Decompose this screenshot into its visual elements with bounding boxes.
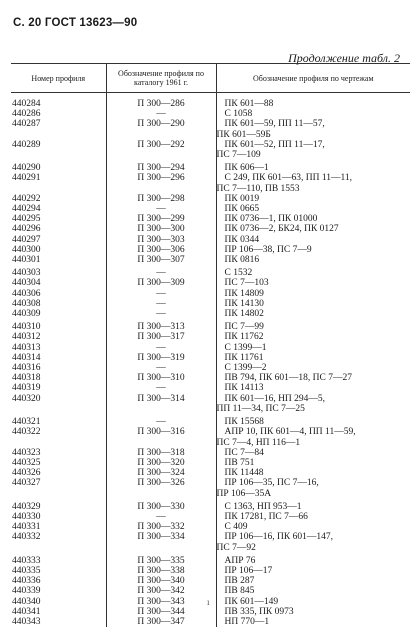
profile-number-cell: 440301: [11, 255, 106, 265]
drawing-designation-text: ПВ 794, ПК 601—18, ПС 7—27: [225, 373, 352, 383]
drawing-designation-continuation: ПС 7—92: [217, 543, 411, 553]
catalog-designation-cell: П 300—334: [106, 532, 216, 552]
drawing-designation-cell: [216, 214, 410, 224]
column-header-catalog-designation: Обозначение профиля по каталогу 1961 г.: [106, 64, 216, 93]
drawing-designation-text: ПК 11448: [225, 468, 264, 478]
drawing-designation-text: ПС 7—103: [225, 278, 269, 288]
table-row: [11, 194, 410, 204]
table-row: [11, 512, 410, 522]
table-row: [11, 204, 410, 214]
catalog-designation-cell: —: [106, 265, 216, 278]
table-row: [11, 255, 410, 265]
drawing-designation-text: ПК 14113: [225, 383, 264, 393]
drawing-designation-cell: [216, 553, 410, 566]
table-row: [11, 224, 410, 234]
profile-number-cell: 440343: [11, 617, 106, 627]
table-row: [11, 343, 410, 353]
profile-number-cell: 440327: [11, 478, 106, 498]
profile-number-cell: 440335: [11, 566, 106, 576]
profile-number-cell: 440306: [11, 289, 106, 299]
catalog-designation-cell: П 300—292: [106, 140, 216, 160]
drawing-designation-cell: [216, 299, 410, 309]
page-header: С. 20 ГОСТ 13623—90: [13, 17, 137, 29]
drawing-designation-text: С 1532: [225, 268, 253, 278]
table-row: [11, 478, 410, 498]
profile-number-cell: 440292: [11, 194, 106, 204]
table-row: [11, 427, 410, 447]
drawing-designation-text: ПК 17281, ПС 7—66: [225, 512, 308, 522]
catalog-designation-cell: П 300—296: [106, 173, 216, 193]
table-row: [11, 597, 410, 607]
drawing-designation-text: ПС 7—99: [225, 322, 264, 332]
table-row: [11, 140, 410, 160]
profile-number-cell: 440329: [11, 499, 106, 512]
profile-number-cell: 440284: [11, 99, 106, 109]
drawing-designation-cell: [216, 332, 410, 342]
drawing-designation-cell: [216, 363, 410, 373]
catalog-designation-cell: —: [106, 204, 216, 214]
catalog-designation-cell: П 300—320: [106, 458, 216, 468]
drawing-designation-cell: [216, 597, 410, 607]
catalog-designation-cell: П 300—300: [106, 224, 216, 234]
drawing-designation-text: АПР 10, ПК 601—4, ПП 11—59,: [225, 427, 356, 437]
profile-number-cell: 440331: [11, 522, 106, 532]
drawing-designation-text: ПК 601—16, НП 294—5,: [225, 394, 326, 404]
profile-number-cell: 440294: [11, 204, 106, 214]
drawing-designation-text: ПК 601—149: [225, 597, 279, 607]
drawing-designation-cell: [216, 140, 410, 160]
drawing-designation-continuation: ПС 7—109: [217, 150, 411, 160]
catalog-designation-cell: —: [106, 309, 216, 319]
profile-number-cell: 440340: [11, 597, 106, 607]
profile-number-cell: 440314: [11, 353, 106, 363]
drawing-designation-cell: [216, 99, 410, 109]
table-row: [11, 235, 410, 245]
table-row: [11, 586, 410, 596]
catalog-designation-cell: П 300—342: [106, 586, 216, 596]
drawing-designation-cell: [216, 617, 410, 627]
drawing-designation-text: С 1058: [225, 109, 253, 119]
drawing-designation-cell: [216, 160, 410, 173]
drawing-designation-text: ПР 106—16, ПК 601—147,: [225, 532, 333, 542]
drawing-designation-cell: [216, 427, 410, 447]
table-row: [11, 289, 410, 299]
drawing-designation-cell: [216, 586, 410, 596]
table-row: [11, 99, 410, 109]
profile-number-cell: 440291: [11, 173, 106, 193]
drawing-designation-text: ПК 14809: [225, 289, 264, 299]
catalog-designation-cell: —: [106, 414, 216, 427]
drawing-designation-text: ПР 106—38, ПС 7—9: [225, 245, 312, 255]
drawing-designation-text: ПК 11761: [225, 353, 264, 363]
table-row: [11, 617, 410, 627]
drawing-designation-cell: [216, 245, 410, 255]
catalog-designation-cell: П 300—330: [106, 499, 216, 512]
drawing-designation-text: ПВ 287: [225, 576, 255, 586]
profile-number-cell: 440339: [11, 586, 106, 596]
drawing-designation-cell: [216, 319, 410, 332]
drawing-designation-cell: [216, 414, 410, 427]
profile-number-cell: 440289: [11, 140, 106, 160]
catalog-designation-cell: П 300—340: [106, 576, 216, 586]
profile-number-cell: 440297: [11, 235, 106, 245]
profile-number-cell: 440320: [11, 394, 106, 414]
drawing-designation-text: ПК 14802: [225, 309, 264, 319]
drawing-designation-continuation: ПП 11—34, ПС 7—25: [217, 404, 411, 414]
table-row: [11, 119, 410, 139]
table-row: [11, 299, 410, 309]
drawing-designation-text: ПВ 845: [225, 586, 255, 596]
drawing-designation-text: ПР 106—35, ПС 7—16,: [225, 478, 319, 488]
profile-number-cell: 440316: [11, 363, 106, 373]
drawing-designation-text: ПК 601—52, ПП 11—17,: [225, 140, 325, 150]
catalog-designation-cell: П 300—310: [106, 373, 216, 383]
table-row: [11, 332, 410, 342]
profile-number-cell: 440330: [11, 512, 106, 522]
table-row: [11, 458, 410, 468]
catalog-designation-cell: П 300—347: [106, 617, 216, 627]
drawing-designation-text: ПК 11762: [225, 332, 264, 342]
profile-number-cell: 440313: [11, 343, 106, 353]
catalog-designation-cell: П 300—290: [106, 119, 216, 139]
drawing-designation-text: ПК 14130: [225, 299, 264, 309]
catalog-designation-cell: —: [106, 109, 216, 119]
drawing-designation-cell: [216, 119, 410, 139]
table-row: [11, 468, 410, 478]
profile-number-cell: 440341: [11, 607, 106, 617]
catalog-designation-cell: П 300—343: [106, 597, 216, 607]
drawing-designation-cell: [216, 194, 410, 204]
column-header-profile-number: Номер профиля: [11, 64, 106, 93]
drawing-designation-cell: [216, 109, 410, 119]
table-header-row: [11, 64, 410, 93]
catalog-designation-cell: П 300—319: [106, 353, 216, 363]
profile-number-cell: 440309: [11, 309, 106, 319]
drawing-designation-cell: [216, 468, 410, 478]
table-row: [11, 607, 410, 617]
catalog-designation-cell: П 300—294: [106, 160, 216, 173]
drawing-designation-text: ПК 0019: [225, 194, 260, 204]
catalog-designation-cell: П 300—317: [106, 332, 216, 342]
profile-number-cell: 440295: [11, 214, 106, 224]
catalog-designation-cell: П 300—299: [106, 214, 216, 224]
profile-number-cell: 440287: [11, 119, 106, 139]
profile-number-cell: 440322: [11, 427, 106, 447]
catalog-designation-cell: П 300—318: [106, 448, 216, 458]
catalog-designation-cell: П 300—324: [106, 468, 216, 478]
table-row: [11, 532, 410, 552]
profile-number-cell: 440286: [11, 109, 106, 119]
catalog-designation-cell: П 300—314: [106, 394, 216, 414]
drawing-designation-cell: [216, 512, 410, 522]
catalog-designation-cell: П 300—298: [106, 194, 216, 204]
table-row: [11, 522, 410, 532]
drawing-designation-text: ПС 7—84: [225, 448, 264, 458]
catalog-designation-cell: П 300—309: [106, 278, 216, 288]
profile-number-cell: 440319: [11, 383, 106, 393]
drawing-designation-text: ПК 0816: [225, 255, 260, 265]
drawing-designation-text: ПК 0344: [225, 235, 260, 245]
drawing-designation-cell: [216, 309, 410, 319]
drawing-designation-cell: [216, 224, 410, 234]
drawing-designation-cell: [216, 499, 410, 512]
drawing-designation-cell: [216, 383, 410, 393]
catalog-designation-cell: П 300—326: [106, 478, 216, 498]
drawing-designation-text: ПР 106—17: [225, 566, 273, 576]
table-row: [11, 214, 410, 224]
profile-number-cell: 440326: [11, 468, 106, 478]
table-row: [11, 383, 410, 393]
drawing-designation-text: С 1399—2: [225, 363, 267, 373]
drawing-designation-text: С 1363, НП 953—1: [225, 502, 302, 512]
drawing-designation-text: ПК 15568: [225, 417, 264, 427]
drawing-designation-cell: [216, 289, 410, 299]
table-row: [11, 109, 410, 119]
catalog-designation-cell: П 300—313: [106, 319, 216, 332]
drawing-designation-text: ПВ 335, ПК 0973: [225, 607, 294, 617]
drawing-designation-cell: [216, 173, 410, 193]
drawing-designation-cell: [216, 448, 410, 458]
profile-number-cell: 440308: [11, 299, 106, 309]
drawing-designation-cell: [216, 532, 410, 552]
drawing-designation-text: С 409: [225, 522, 248, 532]
catalog-designation-cell: П 300—307: [106, 255, 216, 265]
table-row: [11, 265, 410, 278]
profile-number-cell: 440333: [11, 553, 106, 566]
catalog-designation-cell: П 300—316: [106, 427, 216, 447]
drawing-designation-cell: [216, 394, 410, 414]
profile-number-cell: 440336: [11, 576, 106, 586]
column-header-drawing-designation: Обозначение профиля по чертежам: [216, 64, 410, 93]
catalog-designation-cell: —: [106, 299, 216, 309]
profile-number-cell: 440321: [11, 414, 106, 427]
drawing-designation-continuation: ПР 106—35А: [217, 489, 411, 499]
drawing-designation-cell: [216, 255, 410, 265]
catalog-designation-cell: П 300—338: [106, 566, 216, 576]
drawing-designation-cell: [216, 265, 410, 278]
profile-designation-table: [11, 63, 410, 627]
page-footer-mark: ı: [207, 597, 210, 607]
drawing-designation-cell: [216, 353, 410, 363]
profile-number-cell: 440323: [11, 448, 106, 458]
profile-number-cell: 440312: [11, 332, 106, 342]
drawing-designation-continuation: ПС 7—110, ПВ 1553: [217, 184, 411, 194]
drawing-designation-cell: [216, 607, 410, 617]
table-row: [11, 353, 410, 363]
drawing-designation-cell: [216, 343, 410, 353]
table-row: [11, 448, 410, 458]
table-row: [11, 245, 410, 255]
drawing-designation-text: С 1399—1: [225, 343, 267, 353]
profile-number-cell: 440318: [11, 373, 106, 383]
drawing-designation-text: ПК 0736—1, ПК 01000: [225, 214, 318, 224]
table-row: [11, 160, 410, 173]
table-row: [11, 278, 410, 288]
drawing-designation-cell: [216, 235, 410, 245]
drawing-designation-text: ПВ 751: [225, 458, 255, 468]
drawing-designation-text: ПК 601—59, ПП 11—57,: [225, 119, 325, 129]
drawing-designation-cell: [216, 204, 410, 214]
table-row: [11, 414, 410, 427]
drawing-designation-continuation: ПК 601—59Б: [217, 130, 411, 140]
profile-number-cell: 440325: [11, 458, 106, 468]
table-body: [11, 93, 410, 627]
catalog-designation-cell: —: [106, 512, 216, 522]
profile-number-cell: 440332: [11, 532, 106, 552]
profile-number-cell: 440290: [11, 160, 106, 173]
drawing-designation-cell: [216, 522, 410, 532]
drawing-designation-cell: [216, 373, 410, 383]
catalog-designation-cell: П 300—306: [106, 245, 216, 255]
table-row: [11, 576, 410, 586]
table-row: [11, 499, 410, 512]
table-row: [11, 363, 410, 373]
drawing-designation-text: ПК 601—88: [225, 99, 274, 109]
drawing-designation-text: С 249, ПК 601—63, ПП 11—11,: [225, 173, 353, 183]
drawing-designation-cell: [216, 566, 410, 576]
table-row: [11, 319, 410, 332]
drawing-designation-text: НП 770—1: [225, 617, 270, 627]
catalog-designation-cell: —: [106, 383, 216, 393]
profile-number-cell: 440300: [11, 245, 106, 255]
drawing-designation-text: АПР 76: [225, 556, 256, 566]
drawing-designation-cell: [216, 278, 410, 288]
catalog-designation-cell: —: [106, 289, 216, 299]
profile-number-cell: 440296: [11, 224, 106, 234]
drawing-designation-cell: [216, 458, 410, 468]
drawing-designation-cell: [216, 576, 410, 586]
catalog-designation-cell: П 300—303: [106, 235, 216, 245]
catalog-designation-cell: П 300—335: [106, 553, 216, 566]
profile-number-cell: 440304: [11, 278, 106, 288]
table-row: [11, 173, 410, 193]
profile-number-cell: 440310: [11, 319, 106, 332]
table-row: [11, 373, 410, 383]
catalog-designation-cell: П 300—344: [106, 607, 216, 617]
table-row: [11, 553, 410, 566]
drawing-designation-continuation: ПС 7—4, НП 116—1: [217, 438, 411, 448]
drawing-designation-text: ПК 0665: [225, 204, 260, 214]
table-row: [11, 309, 410, 319]
drawing-designation-text: ПК 606—1: [225, 163, 269, 173]
profile-number-cell: 440303: [11, 265, 106, 278]
catalog-designation-cell: —: [106, 363, 216, 373]
drawing-designation-text: ПК 0736—2, БК24, ПК 0127: [225, 224, 339, 234]
table-continuation-caption: Продолжение табл. 2: [288, 51, 400, 66]
table-row: [11, 566, 410, 576]
catalog-designation-cell: П 300—332: [106, 522, 216, 532]
drawing-designation-cell: [216, 478, 410, 498]
table-row: [11, 394, 410, 414]
catalog-designation-cell: П 300—286: [106, 99, 216, 109]
catalog-designation-cell: —: [106, 343, 216, 353]
